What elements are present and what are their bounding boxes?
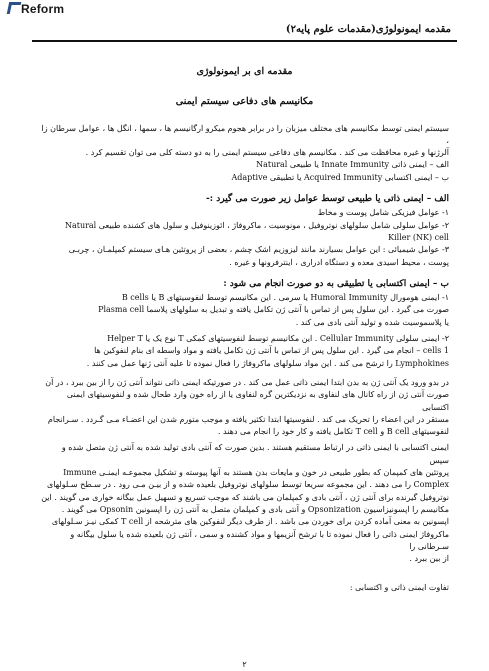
intro-line: سیستم ایمنی توسط مکانیسم های مختلف میزبان را در برابر هجوم میکرو ارگانیسم ها ، سمها ، انگل ها ، عوامل سرطان زا ، (41, 123, 449, 145)
closing-heading: تفاوت ایمنی ذاتی و اکتسابی : (349, 583, 449, 593)
spacer (40, 569, 449, 572)
humoral-line: یا پلاسموسیت شده و تولید آنتی بادی می کند . (295, 317, 449, 327)
intro-block (40, 123, 449, 184)
paragraph-line: در بدو ورود یک آنتی ژن به بدن ابتدا ایمنی ذاتی عمل می کند . در صورتیکه ایمنی ذاتی نتواند آنتی ژن را از بین ببرد ، در آن (45, 377, 449, 387)
paragraph-line: مستقر در این اعضاء را تحریک می کند . لنفوسیتها ابتدا تکثیر یافته و موجب متورم شدن این اعضـاء مـی گـردد . سـرانجام (47, 414, 449, 424)
paragraph-line: مکانیسم را اپسونیزاسیون Opsonization و آنتی بادی و کمپلمان متصل به آنتی ژن را اپسونین Opsonin می گویند . (61, 504, 449, 514)
paragraph-line: صورت آنتی ژن از راه کانال های لنفاوی به نزدیکترین گره لنفاوی یا از راه خون وارد طحال شده و لنفوسیتهای ایمنی اکتسابی (66, 390, 449, 412)
section-b-heading: ب – ایمنی اکتسابی یا تطبیقی به دو صورت انجام می شود : (223, 278, 449, 289)
document-title: مقدمه ای بر ایمونولوژی (196, 66, 293, 77)
intro-item-a: الف – ایمنی ذاتی Innate Immunity یا طبیعی Natural (256, 160, 449, 170)
list-item: Killer (NK) cell (388, 232, 449, 242)
logo-text: Reform (21, 2, 65, 16)
humoral-line: ۱- ایمنی هومورال Humoral Immunity یا سرمی . این مکانیسم توسط لنفوسیتهای B یا B cells (121, 293, 449, 303)
intro-line: آلرژنها و غیره محافظت می کند . مکانیسم های دفاعی سیستم ایمنی را به دو دسته کلی می توان تقسیم کرد . (85, 148, 449, 158)
paragraph-line: ماکروفاژ ایمنی ذاتی را فعال نموده تا با ترشح آنزیمها و مواد کشنده و سمی ، آنتی ژن بلعیده شده یا سلول بیگانه و سـرطانی را (70, 529, 449, 551)
cellular-line: ۲- ایمنی سلولی Cellular Immunity . این مکانیسم توسط لنفوسیتهای کمکی T نوع یک یا Helper T (107, 334, 449, 344)
section-a-heading: الف – ایمنی ذاتی یا طبیعی توسط عوامل زیر صورت می گیرد :- (206, 194, 449, 205)
paragraph-line: Complex را می دهند . این مجموعه سریعا توسط سلولهای نوتروفیل بلعیده شده و از بیـن مـی رود . در سـطح سـلولهای (46, 480, 449, 490)
paragraph-line: ایمنی اکتسابی با ایمنی ذاتی در ارتباط مستقیم هستند . بدین صورت که آنتی بادی تولید شده به آنتی ژن متصل شده و سپس (61, 443, 449, 465)
list-item: ۱- عوامل فیزیکی شامل پوست و مخاط (317, 208, 449, 218)
paragraph-relationship (40, 442, 449, 565)
humoral-line: صورت می گیرد . این سلول پس از تماس با آنتی ژن تکامل یافته و تبدیل به سلولهای پلاسما Plasma cell (98, 305, 449, 315)
intro-item-b: ب – ایمنی اکتسابی Acquired Immunity یا تطبیقی Adaptive (231, 172, 449, 182)
paragraph-line: پروتئین های کمپمان که بطور طبیعی در خون و مایعات بدن هستند به آنها پیوسته و تشکیل مجموعـه ایمنـی Immune (63, 468, 449, 478)
paragraph-line: نوتروفیل گیرنده برای آنتی ژن ، آنتی بادی و کمپلمان می باشند که موجب تسریع و تسهیل عمل بیگانه خواری می گویند . این (41, 492, 449, 502)
section-title: مکانیسم های دفاعی سیستم ایمنی (175, 96, 314, 108)
document-body (40, 50, 449, 595)
cellular-block (40, 333, 449, 370)
list-item: پوست ، محیط اسیدی معده و دستگاه ادراری ، اینترفرونها و غیره . (229, 257, 449, 267)
page-number: ۲ (242, 660, 247, 669)
running-title: مقدمه ایمونولوژی(مقدمات علوم پایه۲) (285, 24, 451, 35)
cellular-line: Lymphokines را ترشح می کند . این مواد سلولهای ماکروفاژ را فعال نموده تا علیه آنتی ژنها عمل می کنند . (86, 358, 449, 368)
cellular-line: 1 cells – انجام می گیرد . این سلول پس از تماس با آنتی ژن تکامل یافته و مواد واسطه ای بنام لنفوکین ها (94, 346, 449, 356)
paragraph-line: لنفوسیتهای B cell و T cell تکامل یافته و کار خود را انجام می دهند . (217, 427, 449, 437)
logo-mark-icon (7, 2, 22, 14)
list-item: ۳- عوامل شیمیائی : این عوامل بسیارند مانند لیزوزیم اشک چشم ، بعضی از پروتئین هـای سیستم کمپلمـان ، چربـی (68, 245, 449, 255)
brand-logo (8, 2, 64, 16)
paragraph-line: از بین ببرد . (409, 554, 449, 564)
paragraph-line: اپسونین به معنی آماده کردن برای خوردن می باشد . از طرف دیگر لنفوکین های مترشحه از T cell کمکی نیـز سـلولهای (51, 517, 449, 527)
paragraph-entry (40, 377, 449, 438)
section-a-list (40, 207, 449, 268)
list-item: ۲- عوامل سلولی شامل سلولهای نوتروفیل ، مونوسیت ، ماکروفاژ ، ائوزینوفیل و سلول های کشنده طبیعی Natural (64, 220, 449, 230)
humoral-block (40, 292, 449, 329)
header-divider (32, 40, 457, 42)
